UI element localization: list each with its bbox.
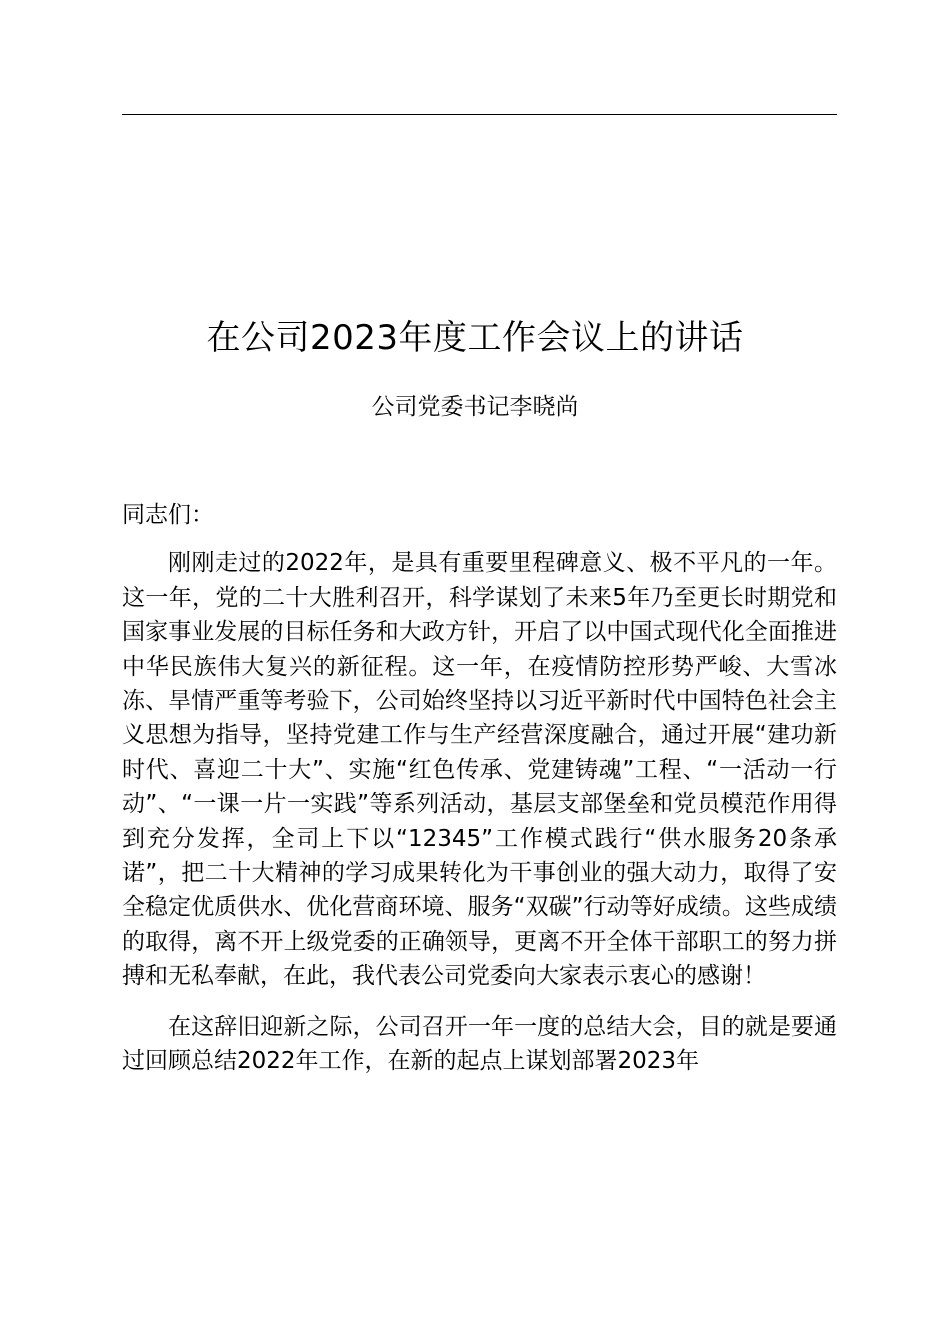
author-line: 公司党委书记李晓尚 xyxy=(371,394,579,420)
document-title: 在公司2023年度工作会议上的讲话 xyxy=(206,318,744,358)
paragraph-2: 在这辞旧迎新之际，公司召开一年一度的总结大会，目的就是要通过回顾总结2022年工作，在新的起点上谋划部署2023年 xyxy=(122,1013,837,1075)
salutation: 同志们： xyxy=(122,502,214,528)
paragraph-1: 刚刚走过的2022年，是具有重要里程碑意义、极不平凡的一年。这一年，党的二十大胜利召开，科学谋划了未来5年乃至更长时期党和国家事业发展的目标任务和大政方针，开启了以中国式现代化全面推进中华民族伟大复兴的新征程。这一年，在疫情防控形势严峻、大雪冰冻、旱情严重等考验下，公司始终坚持以习近平新时代中国特色社会主义思想为指导，坚持党建工作与生产经营深度融合，通过开展“建功新时代、喜迎二十大”、实施“红色传承、党建铸魂”工程、“一活动一行动”、“一课一片一实践”等系列活动，基层支部堡垒和党员模范作用得到充分发挥，全司上下以“12345”工作模式践行“供水服务20条承诺”，把二十大精神的学习成果转化为干事创业的强大动力，取得了安全稳定优质供水、优化营商环境、服务“双碳”行动等好成绩。这些成绩的取得，离不开上级党委的正确领导，更离不开全体干部职工的努力拼搏和无私奉献，在此，我代表公司党委向大家表示衷心的感谢！ xyxy=(122,550,837,990)
document-body xyxy=(122,498,837,1079)
header-rule xyxy=(122,114,837,115)
